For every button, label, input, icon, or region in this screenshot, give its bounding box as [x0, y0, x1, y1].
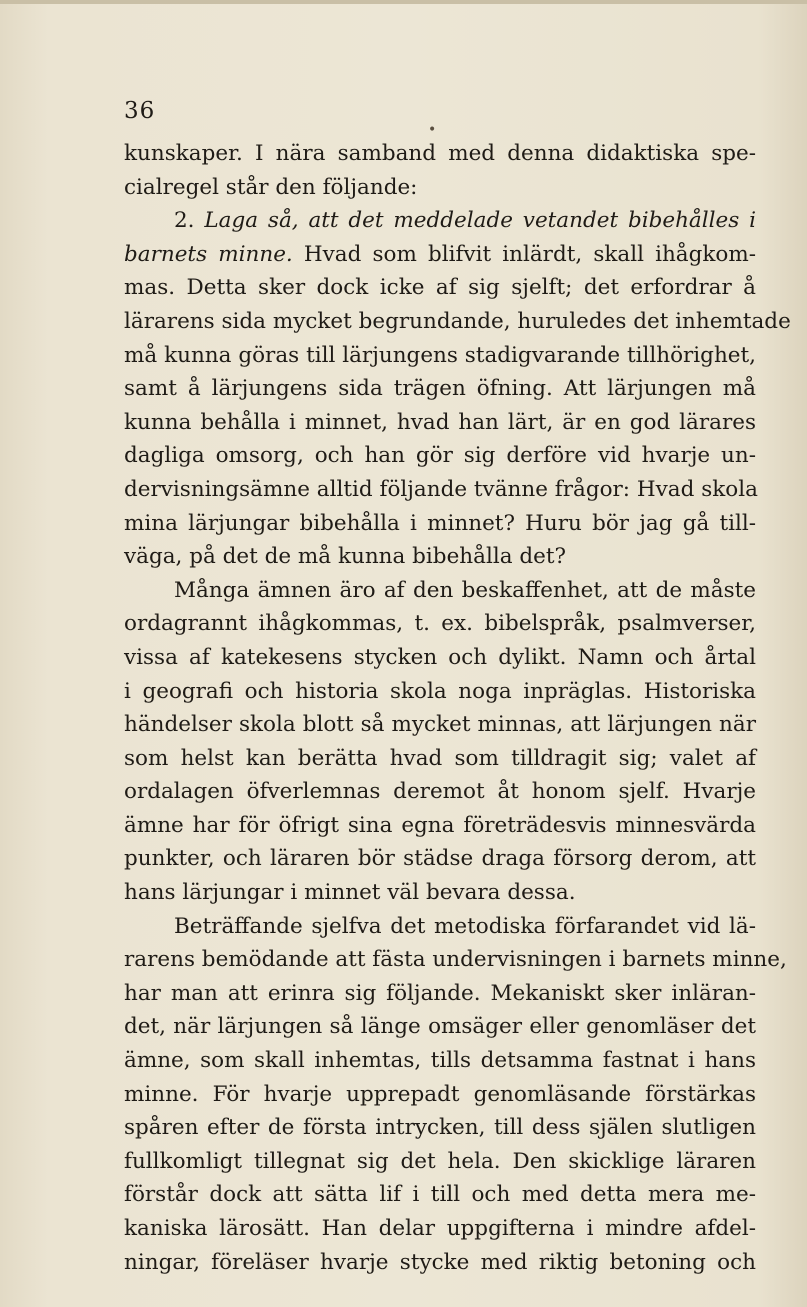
text-line: fullkomligt tillegnat sig det hela. Den skicklige läraren	[124, 1148, 756, 1174]
text-line: ämne har för öfrigt sina egna företrädesvis minnesvärda	[124, 812, 756, 838]
text-line: kaniska lärosätt. Han delar uppgifterna i mindre afdel-	[124, 1216, 756, 1241]
text-line: hans lärjungar i minnet väl bevara dessa.	[124, 880, 576, 906]
ink-speck: •	[428, 122, 437, 138]
text-line: minne. För hvarje upprepadt genomläsande förstärkas	[124, 1081, 756, 1107]
text-line: det, när lärjungen så länge omsäger eller genomläser det	[124, 1014, 756, 1040]
text-line: förstår dock att sätta lif i till och med detta mera me-	[124, 1182, 756, 1208]
text-line: Många ämnen äro af den beskaffenhet, att de måste	[174, 577, 756, 603]
text-line: väga, på det de må kunna bibehålla det?	[124, 544, 567, 570]
text-line: lärarens sida mycket begrundande, huruledes det inhemtade	[124, 308, 791, 334]
text-line: dagliga omsorg, och han gör sig derföre vid hvarje un-	[124, 443, 756, 469]
text-line: cialregel står den följande:	[124, 174, 418, 200]
rule-number: 2.	[174, 208, 195, 234]
text-line: kunskaper. I nära samband med denna didaktiska spe-	[124, 141, 756, 166]
line-rest: Hvad som blifvit inlärdt, skall ihågkom-	[303, 241, 757, 267]
text-line: händelser skola blott så mycket minnas, att lärjungen när	[124, 712, 756, 738]
text-line: som helst kan berätta hvad som tilldragit sig; valet af	[124, 745, 756, 771]
text-line: må kunna göras till lärjungens stadigvarande tillhörighet,	[124, 342, 756, 368]
page-number: 36	[124, 98, 156, 124]
text-line: ningar, föreläser hvarje stycke med riktig betoning och	[124, 1249, 756, 1275]
text-line	[124, 238, 756, 272]
italic-phrase: barnets minne.	[124, 241, 293, 267]
text-line: ämne, som skall inhemtas, tills detsamma fastnat i hans	[124, 1048, 756, 1074]
text-line: mas. Detta sker dock icke af sig sjelft; det erfordrar å	[124, 275, 756, 301]
text-line: ordalagen öfverlemnas deremot åt honom sjelf. Hvarje	[124, 779, 756, 805]
text-line: mina lärjungar bibehålla i minnet? Huru bör jag gå till-	[124, 510, 756, 536]
text-line: spåren efter de första intrycken, till dess själen slutligen	[124, 1115, 756, 1141]
rule-italic-text: Laga så, att det meddelade vetandet bibehålles i	[204, 208, 756, 234]
page-top-edge	[0, 0, 807, 4]
text-line: dervisningsämne alltid följande tvänne frågor: Hvad skola	[124, 476, 758, 502]
body-text	[124, 137, 791, 1279]
text-line: punkter, och läraren bör städse draga försorg derom, att	[124, 846, 756, 872]
text-line: ordagrannt ihågkommas, t. ex. bibelspråk, psalmverser,	[124, 611, 756, 637]
text-line: kunna behålla i minnet, hvad han lärt, är en god lärares	[124, 409, 756, 435]
text-line: rarens bemödande att fästa undervisningen i barnets minne,	[124, 947, 787, 973]
special-rule-line	[124, 204, 756, 238]
text-line: i geografi och historia skola noga inpräglas. Historiska	[124, 678, 756, 704]
text-line: Beträffande sjelfva det metodiska förfarandet vid lä-	[174, 913, 756, 939]
text-line: vissa af katekesens stycken och dylikt. Namn och årtal	[124, 644, 756, 670]
text-line: samt å lärjungens sida trägen öfning. Att lärjungen må	[124, 376, 756, 402]
text-line: har man att erinra sig följande. Mekaniskt sker inläran-	[124, 980, 756, 1006]
